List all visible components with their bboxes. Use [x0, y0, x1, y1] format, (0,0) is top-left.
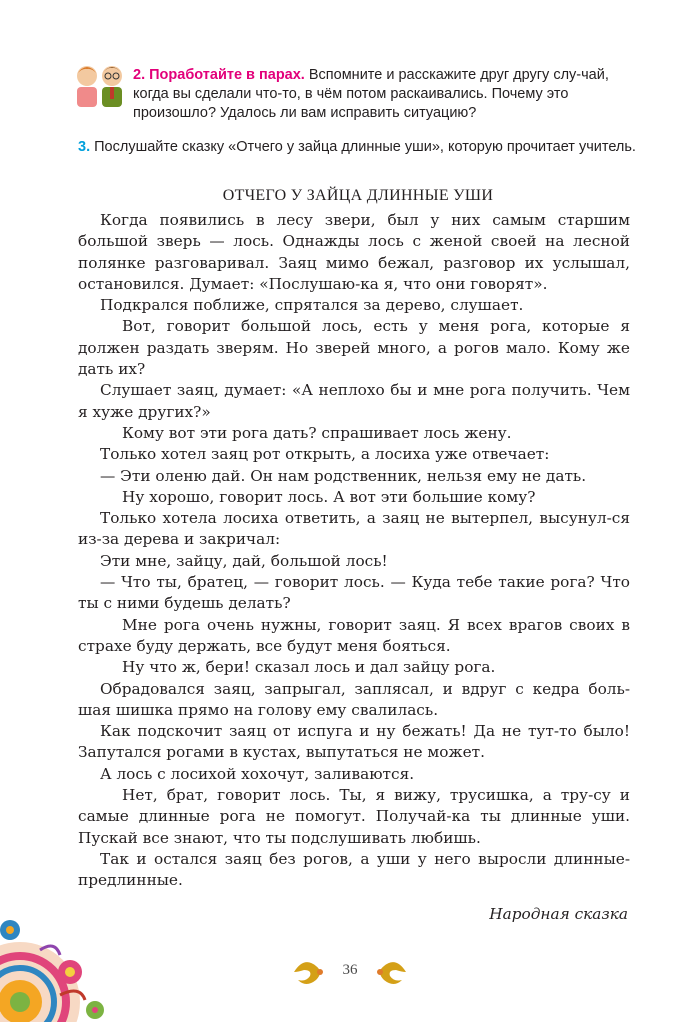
task-2 [133, 66, 633, 123]
story-paragraph: Ну что ж, бери! сказал лось и дал зайцу рога. [122, 658, 496, 677]
story-paragraph: — Эти оленю дай. Он нам родственник, нельзя ему не дать. [100, 466, 587, 485]
story-title: ОТЧЕГО У ЗАЙЦА ДЛИННЫЕ УШИ [222, 187, 494, 204]
task-2-text: Вспомните и расскажите друг другу слу-чай, когда вы сделали что-то, в чём потом раскаивались. Почему это произошло? Удалось ли вам исправить ситуацию? [133, 67, 609, 121]
story-paragraph: Кому вот эти рога дать? спрашивает лось жену. [122, 423, 512, 442]
story-source: Народная сказка [489, 905, 628, 923]
story-paragraph: А лось с лосихой хохочут, заливаются. [100, 764, 415, 783]
story-paragraph: — Что ты, братец, — говорит лось. — Куда тебе такие рога? Что ты с ними будешь делать? [78, 573, 630, 613]
task-3-text: Послушайте сказку «Отчего у зайца длинные уши», которую прочитает учитель. [94, 139, 636, 155]
story-paragraph: Как подскочит заяц от испуга и ну бежать! Да не тут-то было! Запутался рогами в кустах, выпутаться не может. [78, 722, 630, 762]
story-paragraph: Подкрался поближе, спрятался за дерево, слушает. [100, 296, 524, 315]
page-number: 36 [342, 962, 358, 978]
story-paragraph: Слушает заяц, думает: «А неплохо бы и мне рога получить. Чем я хуже других?» [78, 381, 630, 421]
story-paragraph: Так и остался заяц без рогов, а уши у него выросли длинные-предлинные. [78, 849, 630, 890]
story-paragraph: Только хотела лосиха ответить, а заяц не вытерпел, высунул-ся из-за дерева и закричал: [78, 509, 630, 549]
story-paragraph: Нет, брат, говорит лось. Ты, я вижу, трусишка, а тру-су и самые длинные рога не помогут. Получай-ка ты длинные уши. Пускай все знают, что ты подслушивать любишь. [78, 786, 630, 847]
story-paragraph: Когда появились в лесу звери, был у них самым старшим большой зверь — лось. Однажды лось с женой своей на лесной полянке разговаривал. Заяц мимо бежал, разговор их услышал, остановился. Думает: «Послушаю-ка я, что они говорят». [78, 211, 630, 293]
story-paragraph: Мне рога очень нужны, говорит заяц. Я всех врагов своих в страхе буду держать, все будут меня бояться. [78, 615, 630, 655]
task-2-heading: Поработайте в парах. [149, 67, 305, 83]
task-2-number: 2. [133, 67, 146, 83]
story-paragraph: Ну хорошо, говорит лось. А вот эти большие кому? [122, 487, 536, 506]
floral-ornament-icon [0, 880, 150, 1022]
story-paragraph: Эти мне, зайцу, дай, большой лось! [100, 551, 388, 570]
story-text [78, 210, 630, 892]
task-3-number: 3. [78, 139, 91, 155]
story-paragraph: Только хотел заяц рот открыть, а лосиха уже отвечает: [100, 445, 550, 464]
story-paragraph: Обрадовался заяц, запрыгал, заплясал, и вдруг с кедра боль-шая шишка прямо на голову ему свалилась. [78, 679, 630, 719]
task-3 [78, 138, 638, 157]
children-pair-icon [72, 62, 128, 108]
story-paragraph: Вот, говорит большой лось, есть у меня рога, которые я должен раздать зверям. Но зверей много, а рогов мало. Кому же дать их? [78, 317, 630, 379]
